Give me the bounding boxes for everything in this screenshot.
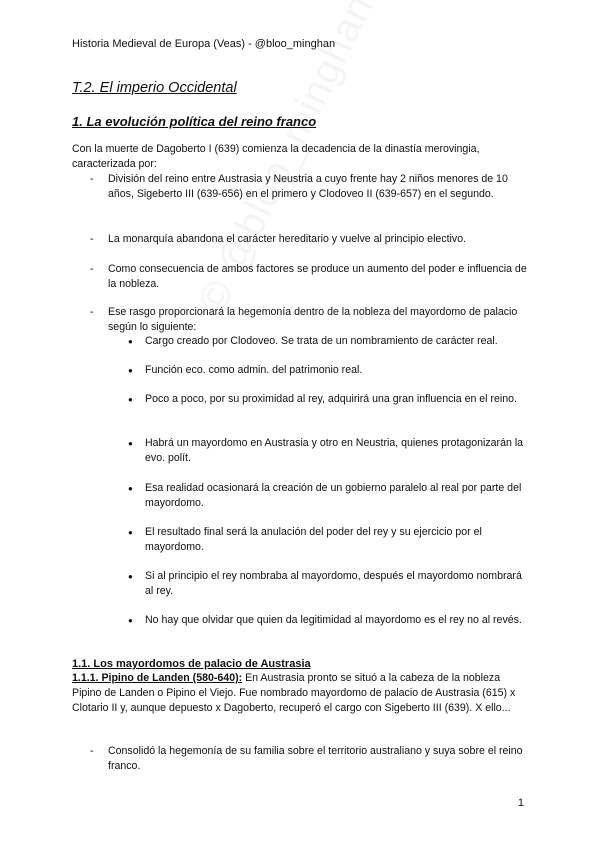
subsection-text: En Austrasia pronto se situó a la cabeza de la nobleza Pipino de Landen o Pipino el Viejo. Fue nombrado mayordomo de palacio de Austrasia (615) x Clotario II y, aunque depuesto x Dagoberto, recuperó el cargo con Sigeberto III (639). X ello... [72,672,516,714]
bullet-icon: ● [128,439,133,448]
list-item-text: Consolidó la hegemonía de su familia sobre el territorio australiano y suya sobre el reino franco. [108,745,523,772]
bullet-icon: ● [128,572,133,581]
bullet-text: Poco a poco, por su proximidad al rey, adquirirá una gran influencia en el reino. [145,393,517,405]
dash-marker: - [90,173,94,185]
list-item-text: División del reino entre Austrasia y Neustria a cuyo frente hay 2 niños menores de 10 años, Sigeberto III (639-656) en el primero y Clodoveo II (639-657) en el segundo. [108,173,508,200]
bullet-text: Función eco. como admin. del patrimonio real. [145,364,363,376]
dash-marker: - [90,745,94,757]
bullet-icon: ● [128,366,133,375]
bullet-icon: ● [128,395,133,404]
dash-marker: - [90,306,94,318]
document-title: T.2. El imperio Occidental [72,80,237,96]
bullet-item [128,481,528,511]
bullet-text: Si al principio el rey nombraba al mayordomo, después el mayordomo nombrará al rey. [145,570,522,597]
bullet-item [128,392,528,407]
list-item-text: Como consecuencia de ambos factores se produce un aumento del poder e influencia de la nobleza. [108,263,527,290]
intro-paragraph: Con la muerte de Dagoberto I (639) comienza la decadencia de la dinastía merovingia, caracterizada por: [72,143,480,170]
section-title: 1. La evolución política del reino franco [72,114,317,129]
bullet-item [128,525,528,555]
list-item-text: Ese rasgo proporcionará la hegemonía dentro de la nobleza del mayordomo de palacio según lo siguiente: [108,306,518,333]
subsection-paragraph [72,671,530,716]
bullet-icon: ● [128,528,133,537]
bullet-item [128,334,528,349]
list-item [90,262,530,292]
dash-marker: - [90,263,94,275]
bullet-text: Cargo creado por Clodoveo. Se trata de un nombramiento de carácter real. [145,335,498,347]
bullet-icon: ● [128,337,133,346]
bullet-text: Habrá un mayordomo en Austrasia y otro en Neustria, quienes protagonizarán la evo. polít. [145,437,524,464]
bullet-text: El resultado final será la anulación del poder del rey y su ejercicio por el mayordomo. [145,526,482,553]
bullet-text: No hay que olvidar que quien da legitimidad al mayordomo es el rey no al revés. [145,614,522,626]
subsection-title: 1.1. Los mayordomos de palacio de Austrasia [72,658,311,670]
bullet-icon: ● [128,616,133,625]
dash-marker: - [90,233,94,245]
list-item-text: La monarquía abandona el carácter hereditario y vuelve al principio electivo. [108,233,467,245]
list-item [90,172,530,202]
page-header: Historia Medieval de Europa (Veas) - @bloo_minghan [72,38,336,50]
page-number: 1 [517,797,524,809]
list-item [90,232,530,247]
bullet-icon: ● [128,484,133,493]
list-item [90,305,530,335]
bullet-item [128,613,528,628]
bullet-item [128,436,528,466]
bullet-item [128,363,528,378]
subsection-label: 1.1.1. Pipino de Landen (580-640): [72,672,243,684]
list-item [90,744,530,774]
bullet-item [128,569,528,599]
bullet-text: Esa realidad ocasionará la creación de un gobierno paralelo al real por parte del mayordomo. [145,482,522,509]
